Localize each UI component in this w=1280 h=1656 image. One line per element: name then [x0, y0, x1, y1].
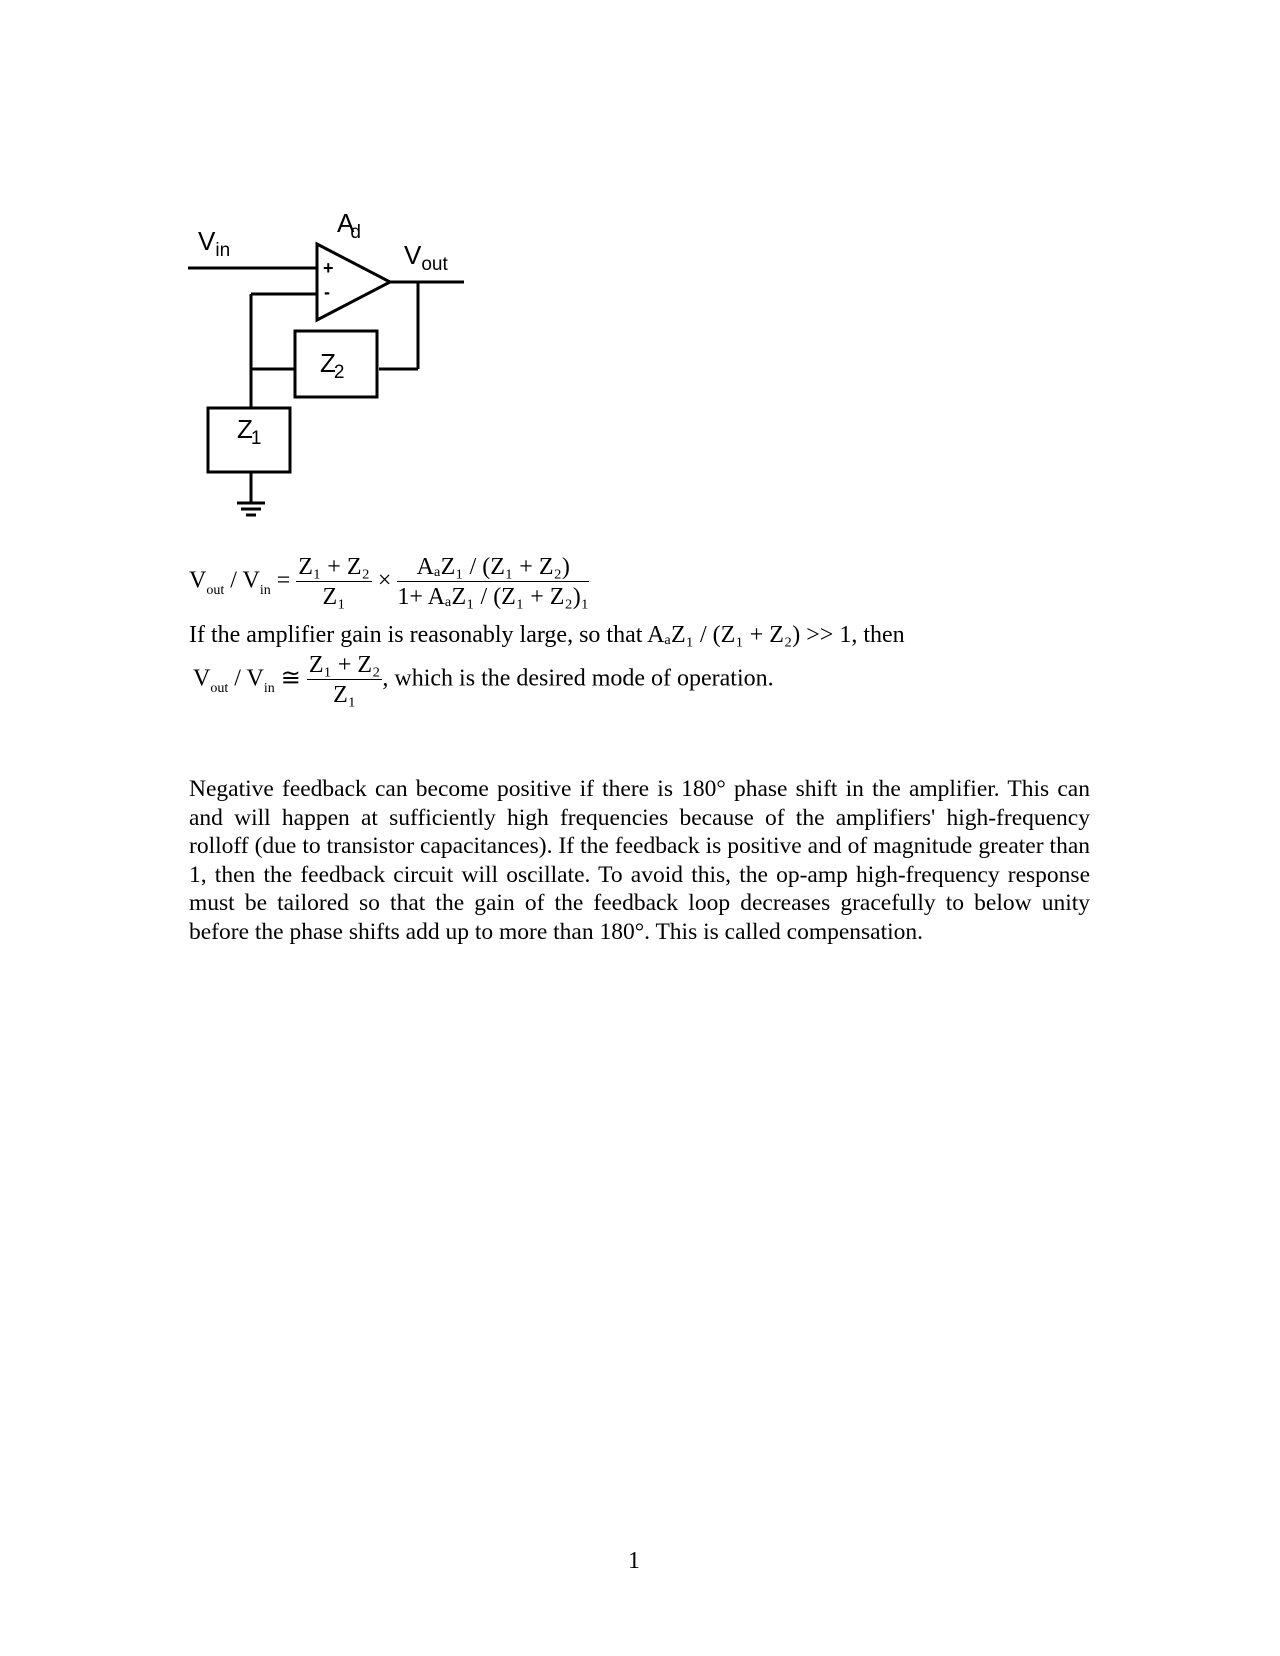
approximate-gain-equation: $V_{out} / V_{in}$ ≅ $\frac{\text{Z₁ + Z₂}}{\text{Z₁}}$ , which is the desired mode of operation. [193, 652, 774, 708]
ideal-gain-fraction: $\frac{\text{Z₁ + Z₂}}{\text{Z₁}}$ [298, 554, 370, 610]
approx-gain-fraction: $\frac{\text{Z₁ + Z₂}}{\text{Z₁}}$ [308, 652, 381, 708]
page-number: 1 [628, 1548, 640, 1574]
large-gain-condition: If the amplifier gain is reasonably large, so that AₐZ₁ / (Z₁ + Z₂) >> 1, then [189, 622, 905, 648]
ground-symbol [237, 503, 265, 515]
vin-label: $V_{in}$ [198, 226, 231, 261]
z2-label: Z2 [320, 348, 345, 383]
loop-gain-fraction: $\frac{\text{AₐZ₁ / (Z₁ + Z₂)}}{\text{1+ AₐZ₁ / (Z₁ + Z₂)₁}}$ [397, 554, 590, 610]
times-sign: × [377, 567, 392, 594]
op-amp-circuit-diagram [0, 0, 500, 540]
gain-label: Ad [337, 208, 361, 243]
plus-input-label: + [323, 258, 334, 278]
z1-label: Z1 [237, 414, 262, 449]
closed-loop-gain-equation: $V_{out} / V_{in}$ = $\frac{\text{Z₁ + Z₂}}{\text{Z₁}}$ × $\frac{\text{AₐZ₁ / (Z₁ + Z₂)}}{\text{1+ AₐZ₁ / (Z₁ + Z₂)₁}}$ [189, 554, 590, 610]
condition-expression: AₐZ₁ / (Z₁ + Z₂) >> 1, then [647, 622, 905, 648]
compensation-paragraph: Negative feedback can become positive if there is 180° phase shift in the amplifier. This can and will happen at sufficiently high frequencies because of the amplifiers' high-frequency rolloff (due to transistor capacitances). If the feedback is positive and of magnitude greater than 1, then the feedback circuit will oscillate. To avoid this, the op-amp high-frequency response must be tailored so that the gain of the feedback loop decreases gracefully to below unity before the phase shifts add up to more than 180°. This is called compensation. [189, 776, 1090, 945]
vout-label: $V_{out}$ [404, 240, 448, 275]
minus-input-label: - [324, 282, 330, 302]
